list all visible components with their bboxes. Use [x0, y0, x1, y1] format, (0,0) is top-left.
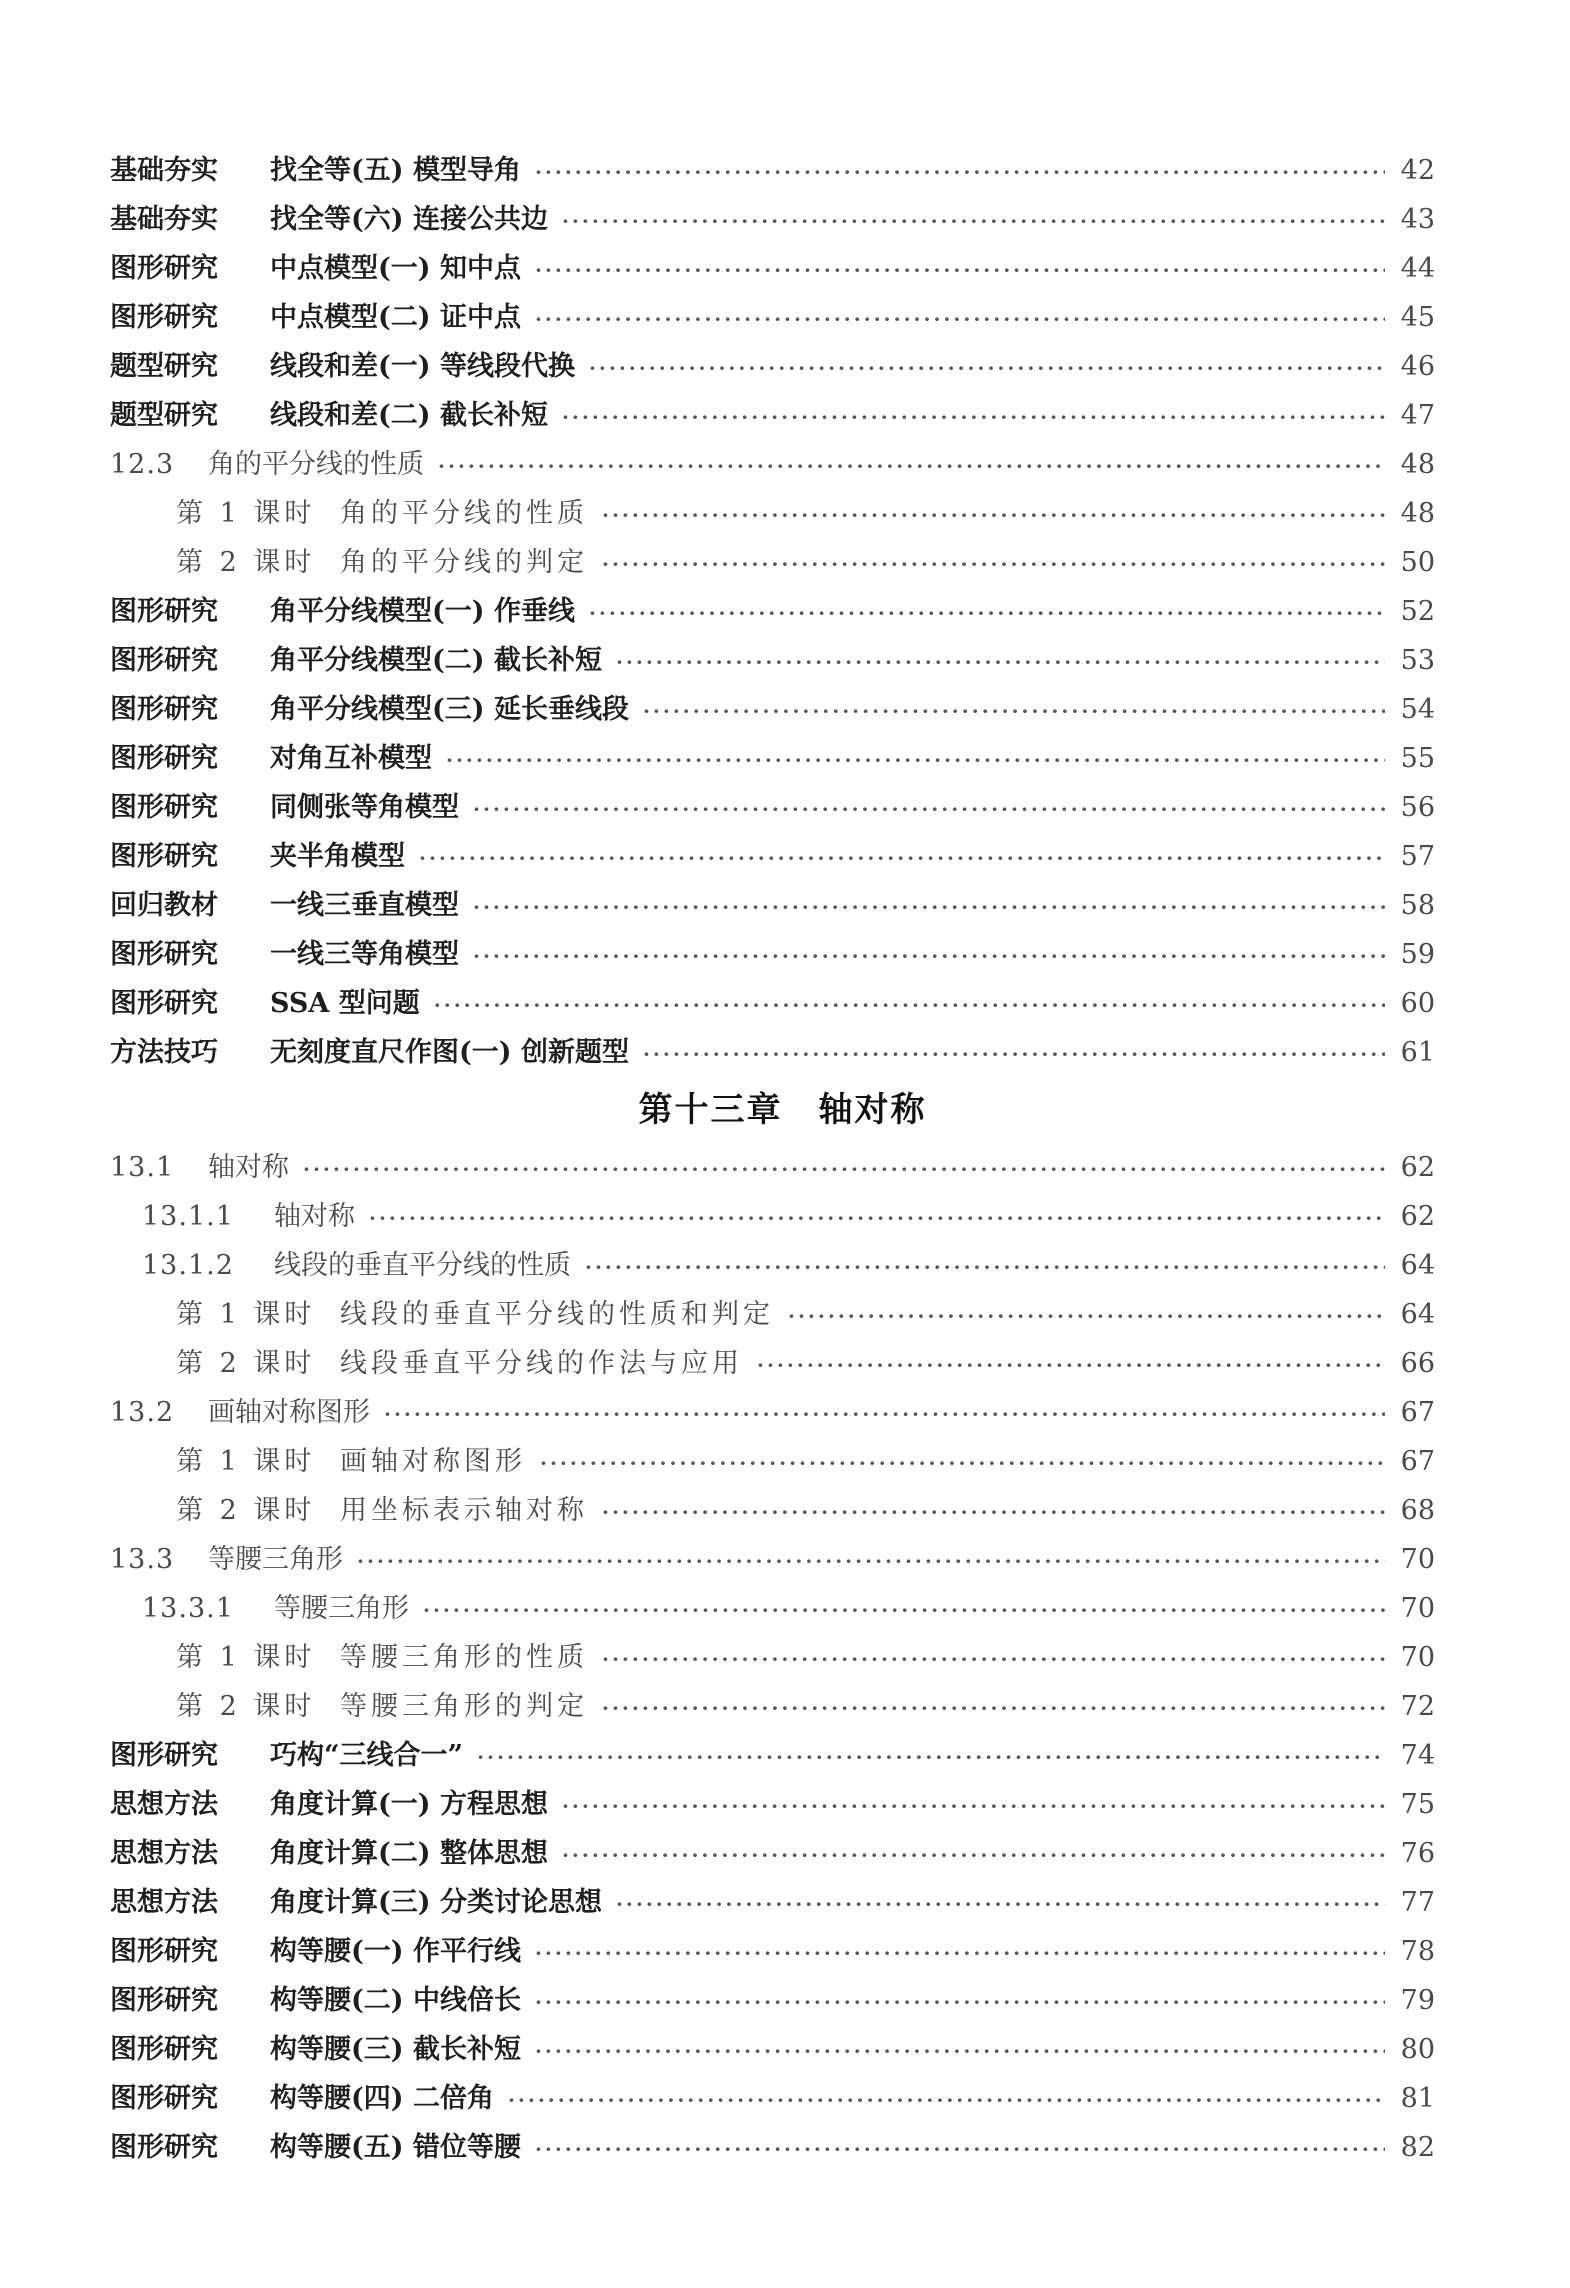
- toc-lesson[interactable]: [110, 1437, 1435, 1486]
- toc-page: 50: [1400, 547, 1435, 578]
- toc-title: 一线三垂直模型: [270, 890, 459, 921]
- toc-entry[interactable]: [110, 636, 1435, 685]
- toc-page: 76: [1400, 1838, 1435, 1869]
- toc-title: 角度计算(三) 分类讨论思想: [270, 1887, 602, 1918]
- leader-dots: [602, 1684, 1385, 1733]
- leader-dots: [589, 589, 1385, 638]
- toc-entry[interactable]: [110, 195, 1435, 244]
- toc-category: 图形研究: [110, 841, 218, 872]
- toc-page: 62: [1400, 1152, 1435, 1183]
- toc-title: 一线三等角模型: [270, 939, 459, 970]
- toc-title: 线段和差(一) 等线段代换: [270, 351, 575, 382]
- toc-title: 等腰三角形的判定: [340, 1691, 588, 1722]
- leader-dots: [508, 2076, 1385, 2125]
- toc-subsection[interactable]: [110, 1192, 1435, 1241]
- toc-category: 方法技巧: [110, 1037, 218, 1068]
- toc-lesson[interactable]: [110, 489, 1435, 538]
- toc-title: 角的平分线的判定: [340, 547, 588, 578]
- toc-entry[interactable]: [110, 1927, 1435, 1976]
- toc-page: 70: [1400, 1593, 1435, 1624]
- toc-page: 46: [1400, 351, 1435, 382]
- leader-dots: [446, 736, 1385, 785]
- toc-page: 45: [1400, 302, 1435, 333]
- toc-category: 图形研究: [110, 596, 218, 627]
- toc-entry[interactable]: [110, 2025, 1435, 2074]
- leader-dots: [419, 834, 1385, 883]
- toc-subsection[interactable]: [110, 1584, 1435, 1633]
- toc-page: 47: [1400, 400, 1435, 431]
- toc-page: 68: [1400, 1495, 1435, 1526]
- toc-page: 72: [1400, 1691, 1435, 1722]
- toc-title: 中点模型(二) 证中点: [270, 302, 521, 333]
- toc-category: 思想方法: [110, 1838, 218, 1869]
- toc-category: 回归教材: [110, 890, 218, 921]
- lesson-number: 第 2 课时: [176, 547, 316, 578]
- toc-page: 77: [1400, 1887, 1435, 1918]
- toc-page: 82: [1400, 2132, 1435, 2163]
- toc-entry[interactable]: [110, 1028, 1435, 1077]
- leader-dots: [473, 883, 1385, 932]
- subsection-number: 13.1.2: [142, 1250, 234, 1281]
- toc-title: 无刻度直尺作图(一) 创新题型: [270, 1037, 629, 1068]
- toc-page: 48: [1400, 449, 1435, 480]
- toc-title: 线段的垂直平分线的性质: [274, 1250, 571, 1281]
- table-of-contents: [110, 146, 1435, 2172]
- lesson-number: 第 1 课时: [176, 1299, 316, 1330]
- toc-page: 56: [1400, 792, 1435, 823]
- toc-page: 81: [1400, 2083, 1435, 2114]
- toc-category: 思想方法: [110, 1789, 218, 1820]
- toc-entry[interactable]: [110, 391, 1435, 440]
- toc-category: 思想方法: [110, 1887, 218, 1918]
- toc-title: 线段垂直平分线的作法与应用: [340, 1348, 743, 1379]
- toc-page: 55: [1400, 743, 1435, 774]
- toc-entry[interactable]: [110, 1780, 1435, 1829]
- lesson-number: 第 2 课时: [176, 1348, 316, 1379]
- leader-dots: [535, 148, 1385, 197]
- toc-category: 图形研究: [110, 645, 218, 676]
- toc-page: 70: [1400, 1642, 1435, 1673]
- leader-dots: [438, 442, 1385, 491]
- leader-dots: [602, 491, 1385, 540]
- toc-title: 同侧张等角模型: [270, 792, 459, 823]
- toc-page: 67: [1400, 1397, 1435, 1428]
- toc-section[interactable]: [110, 440, 1435, 489]
- leader-dots: [616, 1880, 1385, 1929]
- toc-page: 54: [1400, 694, 1435, 725]
- toc-entry[interactable]: [110, 146, 1435, 195]
- leader-dots: [303, 1145, 1385, 1194]
- toc-lesson[interactable]: [110, 1486, 1435, 1535]
- toc-page: 79: [1400, 1985, 1435, 2016]
- leader-dots: [616, 638, 1385, 687]
- leader-dots: [562, 1782, 1385, 1831]
- toc-page: 80: [1400, 2034, 1435, 2065]
- toc-entry[interactable]: [110, 881, 1435, 930]
- leader-dots: [357, 1537, 1385, 1586]
- toc-category: 基础夯实: [110, 155, 218, 186]
- toc-category: 图形研究: [110, 939, 218, 970]
- toc-lesson[interactable]: [110, 1339, 1435, 1388]
- toc-title: 对角互补模型: [270, 743, 432, 774]
- leader-dots: [540, 1439, 1385, 1488]
- toc-page: 44: [1400, 253, 1435, 284]
- toc-page: 43: [1400, 204, 1435, 235]
- toc-page: 58: [1400, 890, 1435, 921]
- toc-page: 78: [1400, 1936, 1435, 1967]
- toc-category: 基础夯实: [110, 204, 218, 235]
- leader-dots: [562, 197, 1385, 246]
- toc-title: 中点模型(一) 知中点: [270, 253, 521, 284]
- toc-title: 构等腰(一) 作平行线: [270, 1936, 521, 1967]
- toc-entry[interactable]: [110, 1976, 1435, 2025]
- toc-lesson[interactable]: [110, 1633, 1435, 1682]
- leader-dots: [535, 295, 1385, 344]
- toc-category: 图形研究: [110, 792, 218, 823]
- toc-title: 等腰三角形: [208, 1544, 343, 1575]
- toc-category: 图形研究: [110, 988, 218, 1019]
- toc-title: 巧构“三线合一”: [270, 1740, 464, 1771]
- section-number: 13.2: [110, 1397, 175, 1428]
- toc-entry[interactable]: [110, 930, 1435, 979]
- toc-title: 构等腰(四) 二倍角: [270, 2083, 494, 2114]
- toc-page: 52: [1400, 596, 1435, 627]
- toc-title: 角度计算(二) 整体思想: [270, 1838, 548, 1869]
- toc-entry[interactable]: [110, 979, 1435, 1028]
- leader-dots: [535, 1978, 1385, 2027]
- toc-category: 图形研究: [110, 2034, 218, 2065]
- toc-entry[interactable]: [110, 2123, 1435, 2172]
- toc-entry[interactable]: [110, 832, 1435, 881]
- toc-title: 角度计算(一) 方程思想: [270, 1789, 548, 1820]
- leader-dots: [585, 1243, 1385, 1292]
- toc-title: 轴对称: [208, 1152, 289, 1183]
- toc-entry[interactable]: [110, 685, 1435, 734]
- toc-entry[interactable]: [110, 1731, 1435, 1780]
- lesson-number: 第 2 课时: [176, 1691, 316, 1722]
- toc-section[interactable]: [110, 1388, 1435, 1437]
- toc-title: SSA 型问题: [270, 988, 420, 1019]
- toc-title: 画轴对称图形: [340, 1446, 526, 1477]
- toc-page: 61: [1400, 1037, 1435, 1068]
- toc-section[interactable]: [110, 1143, 1435, 1192]
- toc-title: 角平分线模型(三) 延长垂线段: [270, 694, 629, 725]
- toc-entry[interactable]: [110, 587, 1435, 636]
- leader-dots: [757, 1341, 1385, 1390]
- toc-entry[interactable]: [110, 1829, 1435, 1878]
- leader-dots: [434, 981, 1385, 1030]
- toc-page: 53: [1400, 645, 1435, 676]
- toc-title: 找全等(六) 连接公共边: [270, 204, 548, 235]
- toc-title: 用坐标表示轴对称: [340, 1495, 588, 1526]
- section-number: 13.1: [110, 1152, 175, 1183]
- toc-page: 59: [1400, 939, 1435, 970]
- toc-subsection[interactable]: [110, 1241, 1435, 1290]
- leader-dots: [535, 2125, 1385, 2174]
- leader-dots: [535, 2027, 1385, 2076]
- leader-dots: [369, 1194, 1385, 1243]
- toc-page: 74: [1400, 1740, 1435, 1771]
- toc-page: 48: [1400, 498, 1435, 529]
- leader-dots: [589, 344, 1385, 393]
- toc-title: 线段的垂直平分线的性质和判定: [340, 1299, 774, 1330]
- toc-entry[interactable]: [110, 342, 1435, 391]
- leader-dots: [535, 1929, 1385, 1978]
- toc-category: 图形研究: [110, 694, 218, 725]
- toc-page: 64: [1400, 1299, 1435, 1330]
- toc-title: 轴对称: [274, 1201, 355, 1232]
- leader-dots: [602, 540, 1385, 589]
- section-number: 13.3: [110, 1544, 175, 1575]
- leader-dots: [473, 932, 1385, 981]
- leader-dots: [643, 1030, 1385, 1079]
- toc-category: 题型研究: [110, 400, 218, 431]
- leader-dots: [643, 687, 1385, 736]
- subsection-number: 13.3.1: [142, 1593, 234, 1624]
- toc-entry[interactable]: [110, 2074, 1435, 2123]
- toc-entry[interactable]: [110, 244, 1435, 293]
- leader-dots: [473, 785, 1385, 834]
- toc-category: 图形研究: [110, 1936, 218, 1967]
- lesson-number: 第 2 课时: [176, 1495, 316, 1526]
- toc-category: 图形研究: [110, 1985, 218, 2016]
- toc-title: 等腰三角形: [274, 1593, 409, 1624]
- leader-dots: [477, 1733, 1385, 1782]
- toc-title: 角平分线模型(一) 作垂线: [270, 596, 575, 627]
- lesson-number: 第 1 课时: [176, 498, 316, 529]
- leader-dots: [562, 393, 1385, 442]
- leader-dots: [562, 1831, 1385, 1880]
- toc-title: 角平分线模型(二) 截长补短: [270, 645, 602, 676]
- toc-title: 找全等(五) 模型导角: [270, 155, 521, 186]
- toc-title: 构等腰(三) 截长补短: [270, 2034, 521, 2065]
- toc-entry[interactable]: [110, 734, 1435, 783]
- toc-category: 图形研究: [110, 2083, 218, 2114]
- toc-page: 66: [1400, 1348, 1435, 1379]
- chapter-title: 轴对称: [818, 1090, 927, 1130]
- toc-page: 62: [1400, 1201, 1435, 1232]
- section-number: 12.3: [110, 449, 175, 480]
- toc-lesson[interactable]: [110, 1290, 1435, 1339]
- toc-title: 角的平分线的性质: [340, 498, 588, 529]
- toc-page: 64: [1400, 1250, 1435, 1281]
- toc-title: 角的平分线的性质: [208, 449, 424, 480]
- toc-category: 图形研究: [110, 2132, 218, 2163]
- lesson-number: 第 1 课时: [176, 1642, 316, 1673]
- toc-category: 图形研究: [110, 302, 218, 333]
- toc-category: 图形研究: [110, 743, 218, 774]
- toc-title: 画轴对称图形: [208, 1397, 370, 1428]
- toc-page: 67: [1400, 1446, 1435, 1477]
- toc-category: 题型研究: [110, 351, 218, 382]
- toc-entry[interactable]: [110, 1878, 1435, 1927]
- toc-section[interactable]: [110, 1535, 1435, 1584]
- leader-dots: [423, 1586, 1385, 1635]
- toc-lesson[interactable]: [110, 538, 1435, 587]
- leader-dots: [602, 1488, 1385, 1537]
- toc-entry[interactable]: [110, 783, 1435, 832]
- toc-title: 构等腰(二) 中线倍长: [270, 1985, 521, 2016]
- toc-page: 75: [1400, 1789, 1435, 1820]
- toc-title: 构等腰(五) 错位等腰: [270, 2132, 521, 2163]
- leader-dots: [384, 1390, 1385, 1439]
- leader-dots: [602, 1635, 1385, 1684]
- leader-dots: [788, 1292, 1385, 1341]
- toc-page: 42: [1400, 155, 1435, 186]
- chapter-heading: [110, 1077, 1435, 1143]
- toc-title: 夹半角模型: [270, 841, 405, 872]
- toc-entry[interactable]: [110, 293, 1435, 342]
- toc-page: 60: [1400, 988, 1435, 1019]
- leader-dots: [535, 246, 1385, 295]
- lesson-number: 第 1 课时: [176, 1446, 316, 1477]
- toc-title: 等腰三角形的性质: [340, 1642, 588, 1673]
- toc-title: 线段和差(二) 截长补短: [270, 400, 548, 431]
- chapter-label: 第十三章: [638, 1090, 783, 1130]
- toc-category: 图形研究: [110, 253, 218, 284]
- toc-page: 70: [1400, 1544, 1435, 1575]
- toc-page: 57: [1400, 841, 1435, 872]
- toc-category: 图形研究: [110, 1740, 218, 1771]
- toc-lesson[interactable]: [110, 1682, 1435, 1731]
- subsection-number: 13.1.1: [142, 1201, 234, 1232]
